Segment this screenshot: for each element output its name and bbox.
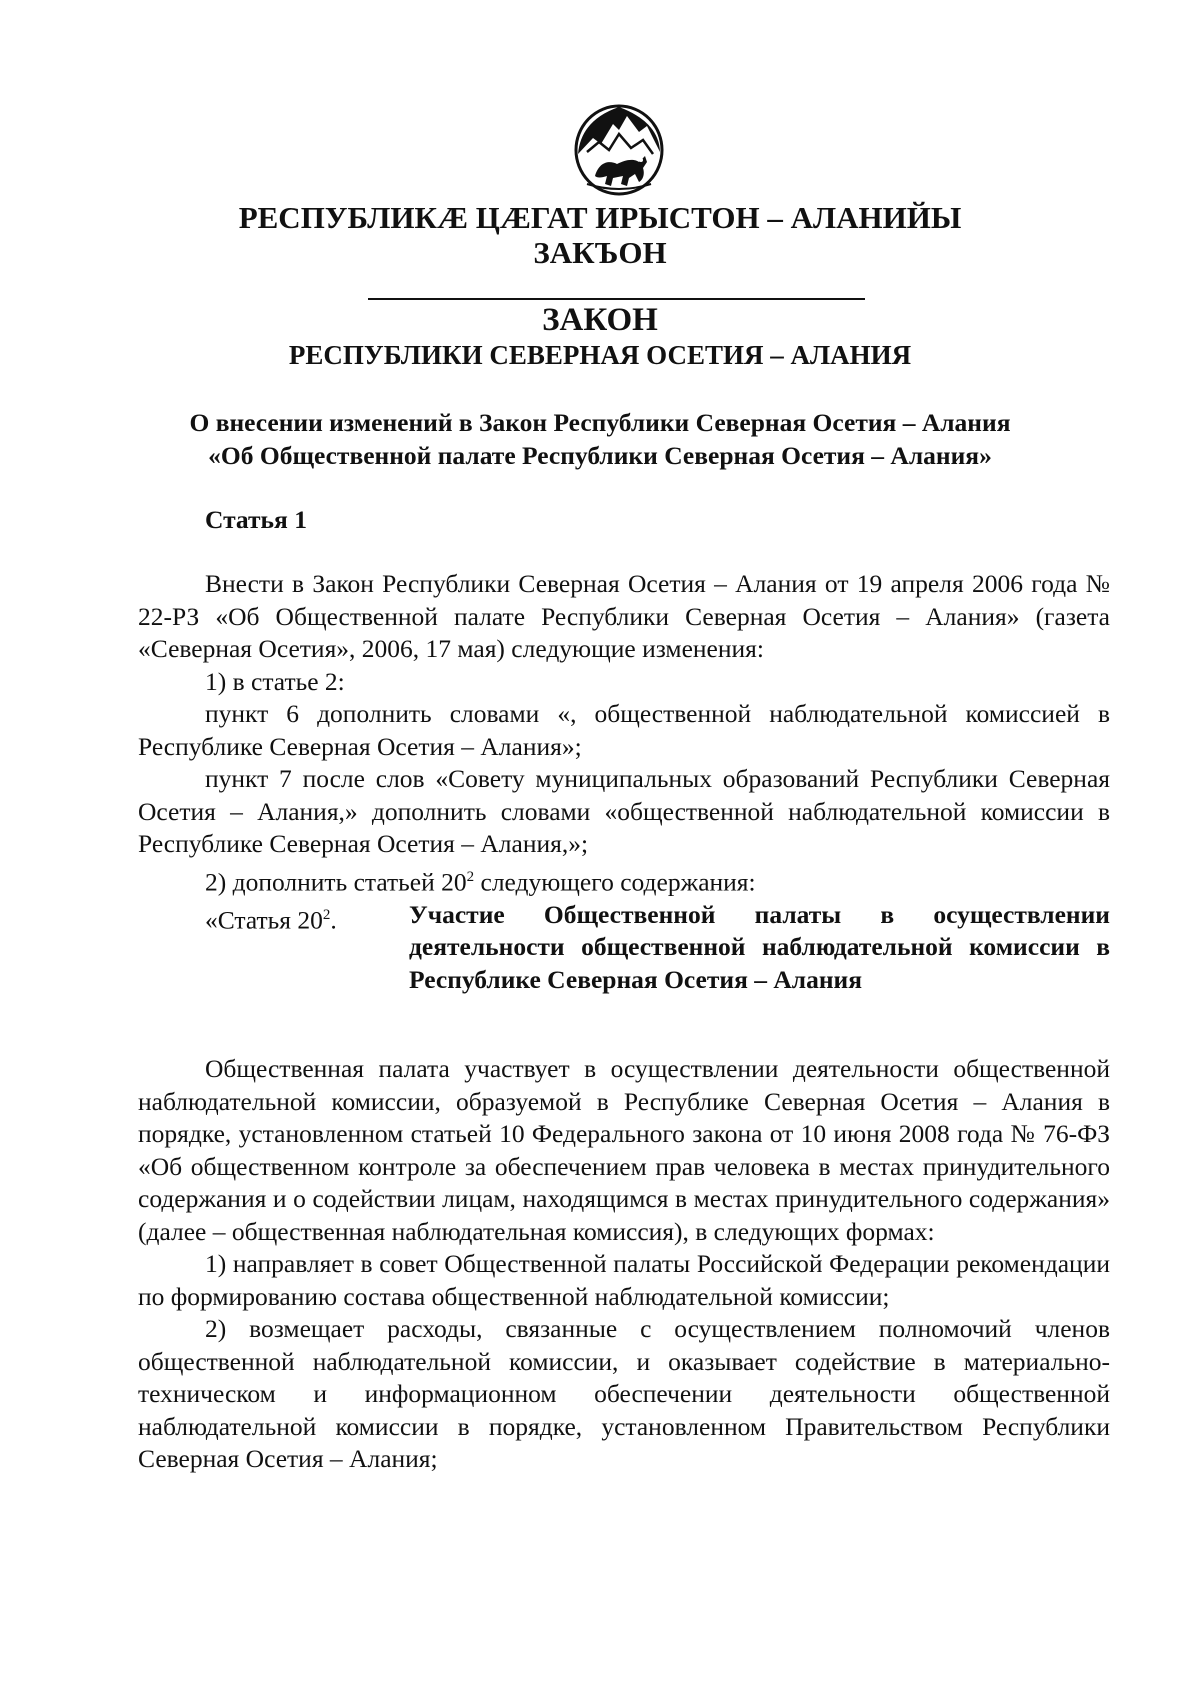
russian-republic-heading: РЕСПУБЛИКИ СЕВЕРНАЯ ОСЕТИЯ – АЛАНИЯ [288,340,912,370]
article-20-2-heading [138,899,1110,997]
amendment-item-1: 1) в статье 2: [205,666,345,696]
form-item-2: 2) возмещает расходы, связанные с осуществлением полномочий членов общественной наблюдательной комиссии, и оказывает содействие в материально-техническом и информационном обеспечении деятельности общественной наблюдательной комиссии в порядке, установленном Правительством Республики Северная Осетия – Алания; [138,1314,1110,1473]
russian-law-heading: ЗАКОН [542,302,658,338]
superscript-index: 2 [466,868,475,885]
form-item-1: 1) направляет в совет Общественной палаты Российской Федерации рекомендации по формированию состава общественной наблюдательной комиссии; [138,1249,1110,1311]
superscript-index: 2 [322,906,331,923]
law-title-line-2: «Об Общественной палате Республики Северная Осетия – Алания» [208,441,992,470]
law-title-line-1: О внесении изменений в Закон Республики Северная Осетия – Алания [189,408,1011,437]
article-20-2-label-dot: . [330,905,337,934]
article-1-body [138,568,1110,997]
amendment-item-2 [138,861,1110,899]
article-20-2-body [138,1053,1110,1476]
article-1-heading: Статья 1 [205,505,307,534]
header-divider [368,298,865,300]
amendment-item-2-text: 2) дополнить статьей 20 [205,867,467,896]
amendment-item-2-text-end: следующего содержания: [474,867,756,896]
ossetian-republic-heading: РЕСПУБЛИКӔ ЦӔГАТ ИРЫСТОН – АЛАНИЙЫ [238,200,962,235]
article-1-intro: Внести в Закон Республики Северная Осетия – Алания от 19 апреля 2006 года № 22-РЗ «Об Общественной палате Республики Северная Осетия – Алания» (газета «Северная Осетия», 2006, 17 мая) следующие изменения: [138,569,1110,663]
article-20-2-title: Участие Общественной палаты в осуществлении деятельности общественной наблюдательной комиссии в Республике Северная Осетия – Алания [409,899,1110,994]
amendment-item-1-point-6: пункт 6 дополнить словами «, общественной наблюдательной комиссией в Республике Северная Осетия – Алания»; [138,699,1110,761]
coat-of-arms-emblem [573,102,665,197]
article-20-2-paragraph: Общественная палата участвует в осуществлении деятельности общественной наблюдательной комиссии, образуемой в Республике Северная Осетия – Алания в порядке, установленном статьей 10 Федерального закона от 10 июня 2008 года № 76-ФЗ «Об общественном контроле за обеспечением прав человека в местах принудительного содержания и о содействии лицам, находящимся в местах принудительного содержания» (далее – общественная наблюдательная комиссия), в следующих формах: [138,1054,1110,1246]
ossetian-law-heading: ЗАКЪОН [533,235,667,270]
amendment-item-1-point-7: пункт 7 после слов «Совету муниципальных образований Республики Северная Осетия – Алания,» дополнить словами «общественной наблюдательной комиссии в Республике Северная Осетия – Алания,»; [138,764,1110,858]
article-20-2-label-text: «Статья 20 [205,905,323,934]
article-20-2-label [205,899,337,937]
